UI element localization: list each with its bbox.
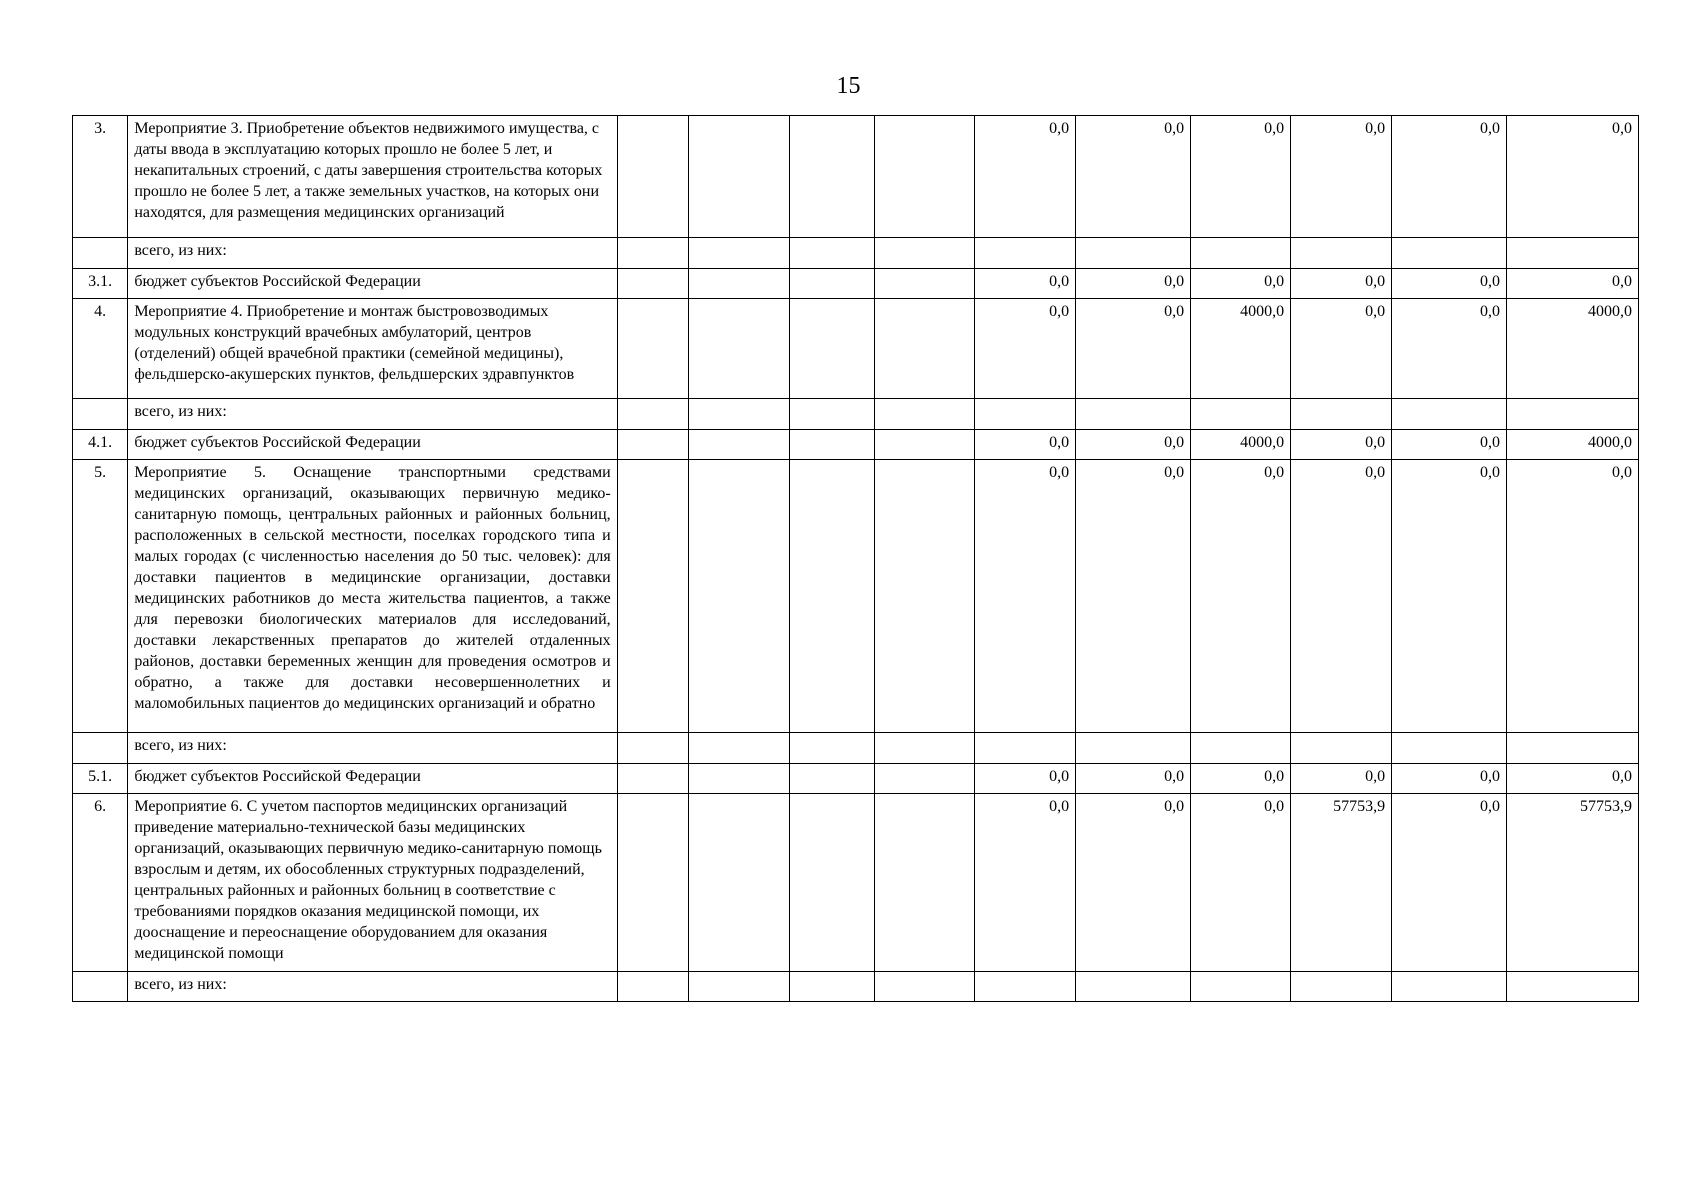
- value-cell-4: [1291, 238, 1392, 269]
- row-number: 4.: [73, 299, 128, 399]
- empty-cell: [617, 764, 688, 794]
- empty-cell: [617, 116, 688, 238]
- value-cell-5: 0,0: [1392, 116, 1507, 238]
- value-cell-3: 0,0: [1191, 116, 1291, 238]
- table-row-activity: [73, 460, 1639, 733]
- table-row-activity: [73, 299, 1639, 399]
- value-cell-6: 57753,9: [1507, 794, 1639, 972]
- value-cell-3: [1191, 733, 1291, 764]
- row-number: [73, 972, 128, 1002]
- value-cell-4: 57753,9: [1291, 794, 1392, 972]
- value-cell-3: 0,0: [1191, 269, 1291, 299]
- value-cell-6: 0,0: [1507, 764, 1639, 794]
- empty-cell: [790, 764, 875, 794]
- empty-cell: [875, 399, 975, 430]
- empty-cell: [790, 460, 875, 733]
- value-cell-6: 4000,0: [1507, 299, 1639, 399]
- value-cell-1: 0,0: [975, 430, 1076, 460]
- table-row-budget: [73, 269, 1639, 299]
- value-cell-5: [1392, 733, 1507, 764]
- row-description: бюджет субъектов Российской Федерации: [128, 430, 617, 460]
- value-cell-4: 0,0: [1291, 116, 1392, 238]
- value-cell-3: [1191, 238, 1291, 269]
- empty-cell: [688, 972, 789, 1002]
- value-cell-2: 0,0: [1076, 269, 1191, 299]
- empty-cell: [617, 733, 688, 764]
- empty-cell: [688, 399, 789, 430]
- row-number: 4.1.: [73, 430, 128, 460]
- value-cell-2: [1076, 238, 1191, 269]
- row-description: Мероприятие 6. С учетом паспортов медицинских организаций приведение материально-технической базы медицинских организаций, оказывающих первичную медико-санитарную помощь взрослым и детям, их обособленных структурных подразделений, центральных районных и районных больниц в соответствие с требованиями порядков оказания медицинской помощи, их дооснащение и переоснащение оборудованием для оказания медицинской помощи: [128, 794, 617, 972]
- table-row-total: [73, 972, 1639, 1002]
- empty-cell: [875, 116, 975, 238]
- value-cell-5: [1392, 972, 1507, 1002]
- empty-cell: [688, 269, 789, 299]
- value-cell-2: [1076, 399, 1191, 430]
- row-description: бюджет субъектов Российской Федерации: [128, 269, 617, 299]
- empty-cell: [617, 972, 688, 1002]
- value-cell-1: [975, 972, 1076, 1002]
- value-cell-1: 0,0: [975, 116, 1076, 238]
- row-description: всего, из них:: [128, 733, 617, 764]
- empty-cell: [790, 430, 875, 460]
- value-cell-1: 0,0: [975, 299, 1076, 399]
- value-cell-5: 0,0: [1392, 460, 1507, 733]
- row-description: Мероприятие 5. Оснащение транспортными средствами медицинских организаций, оказывающих первичную медико-санитарную помощь, центральных районных и районных больниц, расположенных в сельской местности, поселках городского типа и малых городах (с численностью населения до 50 тыс. человек): для доставки пациентов в медицинские организации, доставки медицинских работников до места жительства пациентов, а также для перевозки биологических материалов для исследований, доставки лекарственных препаратов до жителей отдаленных районов, доставки беременных женщин для проведения осмотров и обратно, а также для доставки несовершеннолетних и маломобильных пациентов до медицинских организаций и обратно: [128, 460, 617, 733]
- row-description: всего, из них:: [128, 399, 617, 430]
- value-cell-3: 0,0: [1191, 764, 1291, 794]
- value-cell-5: 0,0: [1392, 269, 1507, 299]
- row-number: [73, 238, 128, 269]
- empty-cell: [617, 430, 688, 460]
- value-cell-4: 0,0: [1291, 299, 1392, 399]
- value-cell-2: [1076, 972, 1191, 1002]
- row-number: 3.1.: [73, 269, 128, 299]
- empty-cell: [688, 733, 789, 764]
- row-description: Мероприятие 4. Приобретение и монтаж быстровозводимых модульных конструкций врачебных амбулаторий, центров (отделений) общей врачебной практики (семейной медицины), фельдшерско-акушерских пунктов, фельдшерских здравпунктов: [128, 299, 617, 399]
- empty-cell: [790, 269, 875, 299]
- empty-cell: [688, 116, 789, 238]
- value-cell-3: 0,0: [1191, 460, 1291, 733]
- empty-cell: [875, 972, 975, 1002]
- table-row-total: [73, 238, 1639, 269]
- row-description: бюджет субъектов Российской Федерации: [128, 764, 617, 794]
- empty-cell: [790, 733, 875, 764]
- empty-cell: [875, 238, 975, 269]
- empty-cell: [688, 238, 789, 269]
- value-cell-3: [1191, 399, 1291, 430]
- value-cell-4: 0,0: [1291, 764, 1392, 794]
- empty-cell: [790, 238, 875, 269]
- value-cell-6: [1507, 972, 1639, 1002]
- value-cell-5: 0,0: [1392, 764, 1507, 794]
- value-cell-2: 0,0: [1076, 299, 1191, 399]
- value-cell-6: [1507, 238, 1639, 269]
- value-cell-1: [975, 733, 1076, 764]
- row-number: 5.1.: [73, 764, 128, 794]
- value-cell-5: 0,0: [1392, 430, 1507, 460]
- table-row-total: [73, 733, 1639, 764]
- row-description: всего, из них:: [128, 238, 617, 269]
- table-row-total: [73, 399, 1639, 430]
- value-cell-3: 4000,0: [1191, 430, 1291, 460]
- table-row-activity: [73, 116, 1639, 238]
- table-row-budget: [73, 430, 1639, 460]
- value-cell-3: [1191, 972, 1291, 1002]
- row-number: 3.: [73, 116, 128, 238]
- empty-cell: [790, 972, 875, 1002]
- value-cell-1: [975, 399, 1076, 430]
- empty-cell: [688, 299, 789, 399]
- empty-cell: [617, 399, 688, 430]
- empty-cell: [875, 794, 975, 972]
- table-row-budget: [73, 764, 1639, 794]
- empty-cell: [875, 269, 975, 299]
- empty-cell: [790, 794, 875, 972]
- value-cell-4: 0,0: [1291, 269, 1392, 299]
- value-cell-6: [1507, 733, 1639, 764]
- empty-cell: [790, 116, 875, 238]
- empty-cell: [617, 794, 688, 972]
- value-cell-6: [1507, 399, 1639, 430]
- value-cell-4: [1291, 399, 1392, 430]
- row-number: 5.: [73, 460, 128, 733]
- empty-cell: [617, 269, 688, 299]
- value-cell-2: 0,0: [1076, 430, 1191, 460]
- row-description: Мероприятие 3. Приобретение объектов недвижимого имущества, с даты ввода в эксплуатацию которых прошло не более 5 лет, и некапитальных строений, с даты завершения строительства которых прошло не более 5 лет, а также земельных участков, на которых они находятся, для размещения медицинских организаций: [128, 116, 617, 238]
- empty-cell: [790, 399, 875, 430]
- value-cell-2: 0,0: [1076, 116, 1191, 238]
- value-cell-1: 0,0: [975, 460, 1076, 733]
- value-cell-3: 0,0: [1191, 794, 1291, 972]
- value-cell-5: [1392, 399, 1507, 430]
- value-cell-1: 0,0: [975, 794, 1076, 972]
- value-cell-1: 0,0: [975, 764, 1076, 794]
- value-cell-1: [975, 238, 1076, 269]
- value-cell-2: 0,0: [1076, 794, 1191, 972]
- empty-cell: [875, 430, 975, 460]
- row-number: [73, 733, 128, 764]
- empty-cell: [617, 238, 688, 269]
- table-row-activity: [73, 794, 1639, 972]
- value-cell-4: 0,0: [1291, 460, 1392, 733]
- value-cell-1: 0,0: [975, 269, 1076, 299]
- value-cell-5: 0,0: [1392, 299, 1507, 399]
- value-cell-3: 4000,0: [1191, 299, 1291, 399]
- value-cell-6: 0,0: [1507, 269, 1639, 299]
- value-cell-2: [1076, 733, 1191, 764]
- row-number: [73, 399, 128, 430]
- value-cell-6: 0,0: [1507, 460, 1639, 733]
- value-cell-5: 0,0: [1392, 794, 1507, 972]
- empty-cell: [688, 430, 789, 460]
- empty-cell: [688, 794, 789, 972]
- value-cell-6: 4000,0: [1507, 430, 1639, 460]
- value-cell-5: [1392, 238, 1507, 269]
- value-cell-2: 0,0: [1076, 460, 1191, 733]
- empty-cell: [688, 764, 789, 794]
- empty-cell: [688, 460, 789, 733]
- value-cell-6: 0,0: [1507, 116, 1639, 238]
- budget-table: [72, 115, 1639, 1002]
- row-number: 6.: [73, 794, 128, 972]
- empty-cell: [617, 460, 688, 733]
- empty-cell: [875, 764, 975, 794]
- value-cell-4: [1291, 733, 1392, 764]
- value-cell-4: [1291, 972, 1392, 1002]
- empty-cell: [875, 299, 975, 399]
- row-description: всего, из них:: [128, 972, 617, 1002]
- empty-cell: [875, 460, 975, 733]
- empty-cell: [875, 733, 975, 764]
- empty-cell: [790, 299, 875, 399]
- value-cell-4: 0,0: [1291, 430, 1392, 460]
- value-cell-2: 0,0: [1076, 764, 1191, 794]
- page-number: 15: [836, 73, 861, 99]
- empty-cell: [617, 299, 688, 399]
